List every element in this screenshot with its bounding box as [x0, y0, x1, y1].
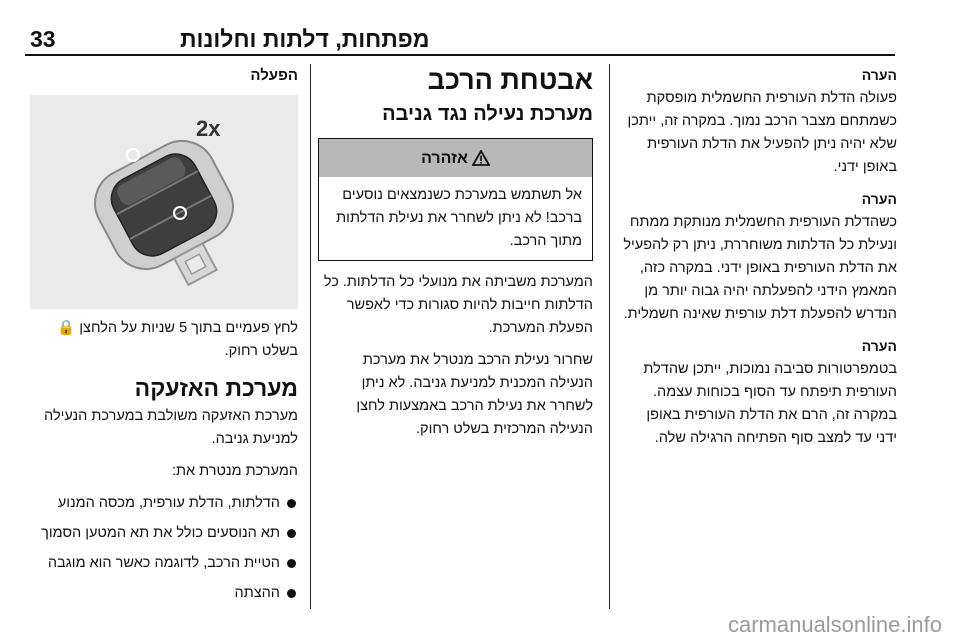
- press-twice-badge: 2x: [196, 116, 221, 141]
- header-divider: [25, 54, 895, 56]
- press-instruction: לחץ פעמיים בתוך 5 שניות על הלחצן 🔒 בשלט רחוק.: [57, 320, 298, 359]
- note-body: בטמפרטורות סביבה נמוכות, ייתכן שהדלת העורפית תיפתח עד הסוף בכוחות עצמה. במקרה זה, הרם את הדלת העורפית באופן ידני עד למצב סוף הפתיחה הרגילה שלה.: [643, 361, 897, 446]
- section-subtitle: מערכת נעילה נגד גניבה: [382, 103, 593, 125]
- bullet-icon: [287, 499, 296, 508]
- section-title: אבטחת הרכב: [427, 65, 593, 95]
- warning-body: אל תשתמש במערכת כשנמצאים נוסעים ברכב! לא ניתן לשחרר את נעילת הדלתות מתוך הרכב.: [336, 187, 582, 249]
- bullet-icon: [287, 589, 296, 598]
- list-item-text: ההצתה: [234, 585, 280, 601]
- warning-header: [319, 139, 592, 177]
- note-block: [622, 64, 897, 179]
- note-body: פעולה הדלת העורפית החשמלית מופסקת כשמתחם מצבר הרכב נמוך. במקרה זה, ייתכן שלא יהיה ניתן להפעיל את הדלת העורפית באופן ידני.: [627, 90, 897, 175]
- monitors-label: המערכת מנטרת את:: [171, 463, 298, 479]
- monitored-list: [30, 492, 298, 605]
- warning-box: [318, 138, 593, 261]
- list-item: [30, 522, 298, 545]
- note-body: כשהדלת העורפית החשמלית מנותקת ממתח ונעילת כל הדלתות משוחררת, ניתן רק להפעיל את הדלת העורפית באופן ידני. במקרה כזה, המאמץ הידני להפעלתה יהיה גבוה יותר מן הנדרש להפעלת דלת עורפית שאינה חשמלית.: [623, 214, 897, 322]
- middle-column: [318, 64, 593, 450]
- right-column: [622, 64, 897, 459]
- note-heading: הערה: [861, 338, 897, 354]
- column-divider-left: [310, 64, 311, 609]
- list-item-text: הדלתות, הדלת עורפית, מכסה המנוע: [57, 495, 280, 511]
- warning-triangle-icon: [472, 150, 490, 166]
- list-item: [30, 552, 298, 575]
- watermark: carmanualsonline.info: [727, 612, 942, 637]
- bullet-icon: [287, 559, 296, 568]
- list-item-text: הטיית הרכב, לדוגמה כאשר הוא מוגבה: [47, 555, 280, 571]
- page-header: [0, 0, 960, 58]
- column-divider-right: [609, 64, 610, 609]
- bullet-icon: [287, 529, 296, 538]
- page-title: מפתחות, דלתות וחלונות: [180, 26, 430, 52]
- paragraph: שחרור נעילת הרכב מנטרל את מערכת הנעילה המכנית למניעת גניבה. לא ניתן לשחרר את נעילת הרכב באמצעות לחצן הנעילה המרכזית בשלט רחוק.: [356, 352, 593, 437]
- list-item: [30, 492, 298, 515]
- alarm-text: מערכת האזעקה משולבת במערכת הנעילה למניעת גניבה.: [44, 408, 298, 447]
- paragraph: המערכת משביתה את מנועלי כל הדלתות. כל הדלתות חייבות להיות סגורות כדי לאפשר הפעלת המערכת.: [323, 274, 593, 336]
- note-heading: הערה: [861, 67, 897, 83]
- alarm-title: מערכת האזעקה: [134, 375, 298, 401]
- left-column: [30, 64, 298, 612]
- key-fob-illustration: [30, 95, 298, 309]
- warning-label: אזהרה: [421, 149, 468, 167]
- list-item-text: תא הנוסעים כולל את תא המטען הסמוך: [41, 525, 280, 541]
- note-block: [622, 188, 897, 326]
- page-number: 33: [30, 26, 56, 52]
- list-item: [30, 582, 298, 605]
- activation-label: הפעלה: [250, 67, 298, 84]
- key-fob-drawing: [30, 95, 298, 309]
- note-block: [622, 335, 897, 450]
- note-heading: הערה: [861, 191, 897, 207]
